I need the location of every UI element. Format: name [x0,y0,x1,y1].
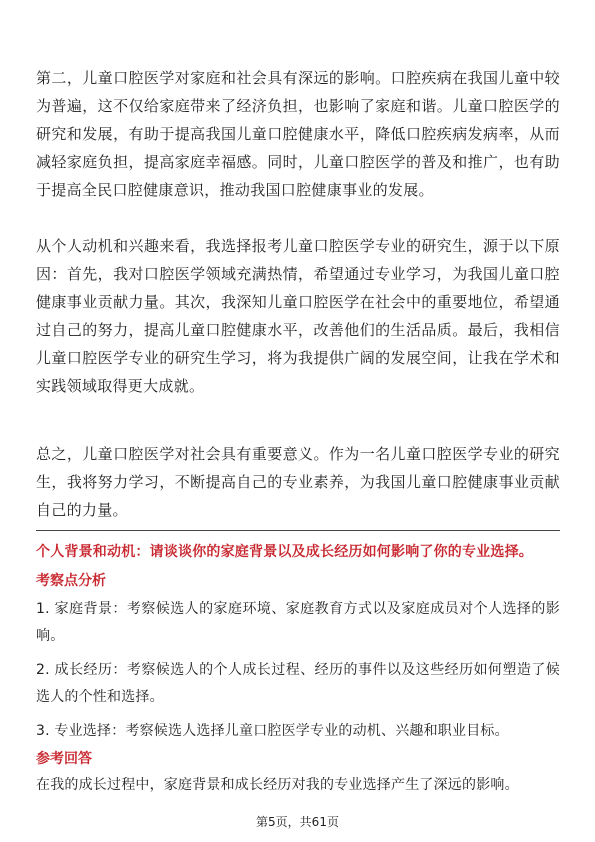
analysis-list [36,596,560,752]
paragraph-personal-motivation: 从个人动机和兴趣来看，我选择报考儿童口腔医学专业的研究生，源于以下原因：首先，我对口腔医学领域充满热情，希望通过专业学习，为我国儿童口腔健康事业贡献力量。其次，我深知儿童口腔医学在社会中的重要地位，希望通过自己的努力，提高儿童口腔健康水平，改善他们的生活品质。最后，我相信儿童口腔医学专业的研究生学习，将为我提供广阔的发展空间，让我在学术和实践领域取得更大成就。 [36,237,560,395]
analysis-item-family: 1. 家庭背景：考察候选人的家庭环境、家庭教育方式以及家庭成员对个人选择的影响。 [36,601,560,644]
analysis-item-growth: 2. 成长经历：考察候选人的个人成长过程、经历的事件以及这些经历如何塑造了候选人的个性和选择。 [36,662,560,705]
analysis-heading: 考察点分析 [36,573,106,589]
answer-heading: 参考回答 [36,751,92,767]
analysis-item-major: 3. 专业选择：考察候选人选择儿童口腔医学专业的动机、兴趣和职业目标。 [36,723,509,739]
paragraph-family-society-impact: 第二，儿童口腔医学对家庭和社会具有深远的影响。口腔疾病在我国儿童中较为普遍，这不仅给家庭带来了经济负担，也影响了家庭和谐。儿童口腔医学的研究和发展，有助于提高我国儿童口腔健康水平，降低口腔疾病发病率，从而减轻家庭负担，提高家庭幸福感。同时，儿童口腔医学的普及和推广，也有助于提高全民口腔健康意识，推动我国口腔健康事业的发展。 [36,69,560,199]
page-number: 第5页，共61页 [256,815,339,829]
interview-question: 个人背景和动机：请谈谈你的家庭背景以及成长经历如何影响了你的专业选择。 [36,544,533,560]
answer-text: 在我的成长过程中，家庭背景和成长经历对我的专业选择产生了深远的影响。 [36,777,519,793]
paragraph-conclusion: 总之，儿童口腔医学对社会具有重要意义。作为一名儿童口腔医学专业的研究生，我将努力学习，不断提高自己的专业素养，为我国儿童口腔健康事业贡献自己的力量。 [36,445,560,519]
section-divider [36,530,560,531]
